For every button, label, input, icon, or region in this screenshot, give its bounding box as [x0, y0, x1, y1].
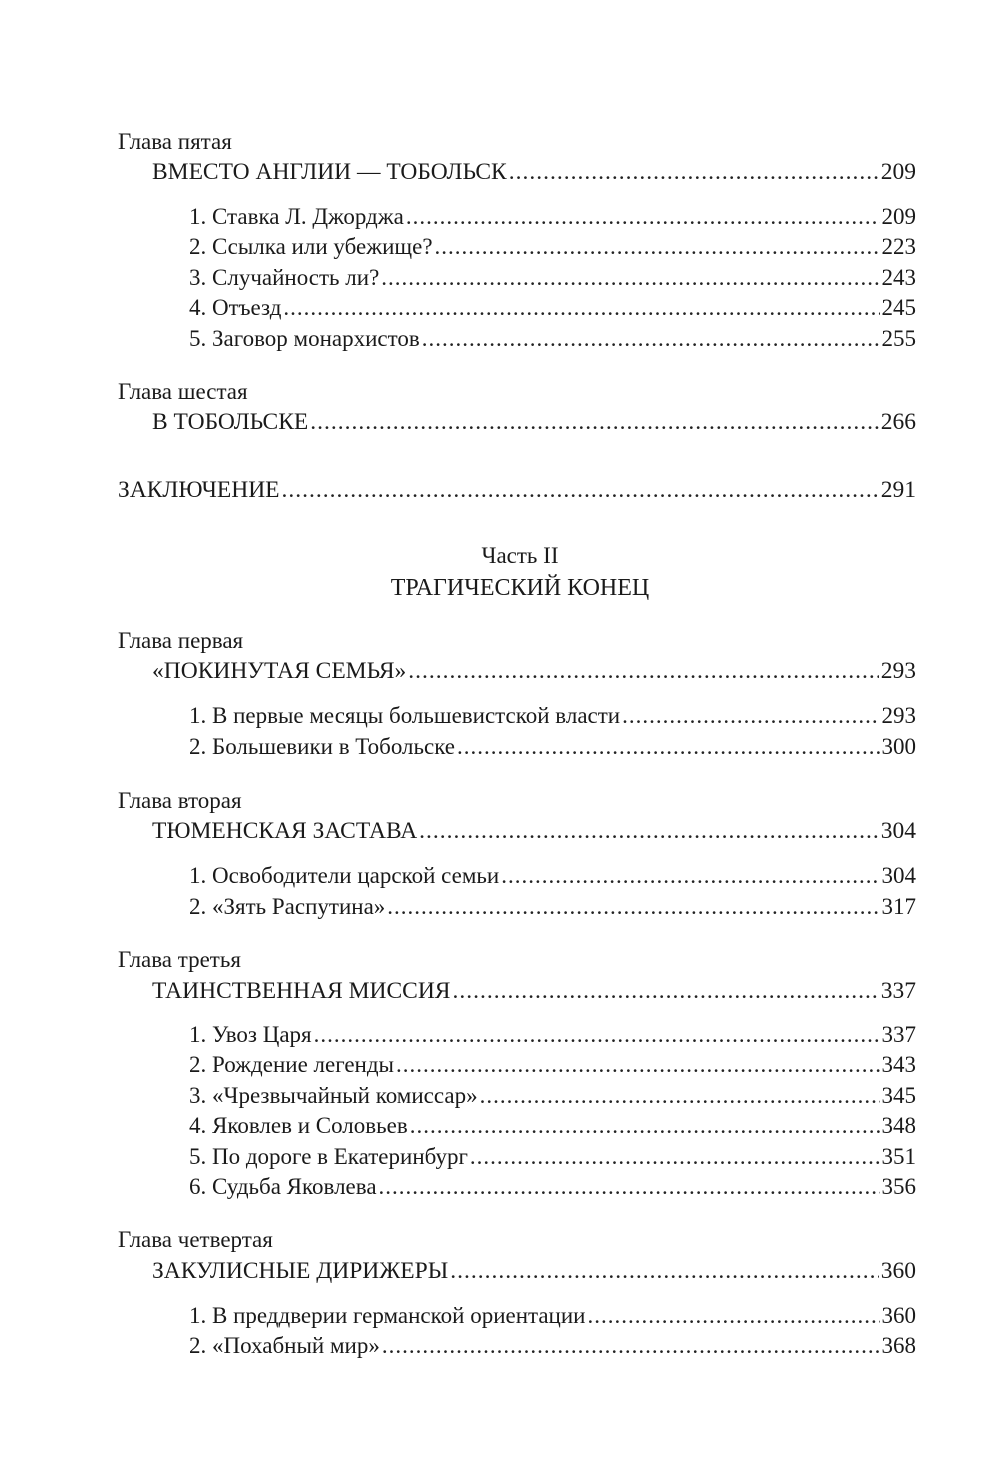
toc-entry-title: ТЮМЕНСКАЯ ЗАСТАВА: [152, 818, 418, 844]
toc-page-number: 304: [881, 863, 916, 888]
part-title: ТРАГИЧЕСКИЙ КОНЕЦ: [390, 575, 650, 601]
leader-dots: [408, 657, 879, 685]
toc-page-number: 255: [881, 326, 916, 351]
toc-page-number: 317: [881, 894, 916, 919]
chapter-label: Глава первая: [118, 628, 244, 653]
leader-dots: [379, 1173, 880, 1201]
leader-dots: [387, 893, 879, 921]
leader-dots: [406, 203, 880, 231]
toc-entry-title: 1. Ставка Л. Джорджа: [189, 204, 404, 229]
toc-page-number: 337: [880, 978, 916, 1004]
toc-entry-title: 2. Ссылка или убежище?: [189, 234, 433, 259]
toc-entry-title: 4. Яковлев и Соловьев: [189, 1113, 408, 1138]
toc-section-entry[interactable]: [189, 1173, 916, 1201]
toc-entry-title: 4. Отъезд: [189, 295, 282, 320]
leader-dots: [435, 233, 880, 261]
toc-entry-title: 5. Заговор монархистов: [189, 326, 420, 351]
toc-page-number: 345: [881, 1083, 916, 1108]
chapter-label: Глава шестая: [118, 379, 248, 404]
leader-dots: [396, 1051, 879, 1079]
leader-dots: [470, 1143, 880, 1171]
toc-entry-title: 3. «Чрезвычайный комиссар»: [189, 1083, 478, 1108]
toc-section-entry[interactable]: [189, 1082, 916, 1110]
leader-dots: [480, 1082, 880, 1110]
toc-entry-title: ВМЕСТО АНГЛИИ — ТОБОЛЬСК: [152, 159, 507, 185]
toc-page-number: 209: [881, 204, 916, 229]
toc-chapter-title[interactable]: [152, 817, 916, 845]
toc-section-entry[interactable]: [189, 203, 916, 231]
toc-chapter-title[interactable]: [152, 657, 916, 685]
toc-chapter-title[interactable]: [152, 1257, 916, 1285]
toc-page-number: 223: [881, 234, 916, 259]
toc-page-number: 351: [881, 1144, 916, 1169]
toc-section-entry[interactable]: [189, 893, 916, 921]
chapter-label: Глава третья: [118, 947, 241, 972]
leader-dots: [422, 325, 880, 353]
toc-entry-title: ТАИНСТВЕННАЯ МИССИЯ: [152, 978, 451, 1004]
toc-page-number: 356: [881, 1174, 916, 1199]
chapter-label: Глава четвертая: [118, 1227, 273, 1252]
toc-page-number: 343: [881, 1052, 916, 1077]
toc-section-entry[interactable]: [189, 733, 916, 761]
toc-entry-title: ЗАКУЛИСНЫЕ ДИРИЖЕРЫ: [152, 1258, 449, 1284]
leader-dots: [410, 1112, 880, 1140]
toc-page-number: 291: [880, 477, 916, 503]
toc-page-number: 360: [881, 1303, 916, 1328]
toc-section-entry[interactable]: [189, 862, 916, 890]
toc-page-number: 304: [880, 818, 916, 844]
toc-entry-title: ЗАКЛЮЧЕНИЕ: [118, 477, 280, 503]
toc-page-number: 368: [881, 1333, 916, 1358]
part-label: Часть II: [481, 543, 559, 568]
leader-dots: [381, 264, 879, 292]
toc-entry-title: В ТОБОЛЬСКЕ: [152, 409, 309, 435]
toc-entry-title: 5. По дороге в Екатеринбург: [189, 1144, 468, 1169]
toc-section-entry[interactable]: [189, 1112, 916, 1140]
leader-dots: [450, 1257, 879, 1285]
toc-section-entry[interactable]: [189, 1143, 916, 1171]
toc-page-number: 266: [880, 409, 916, 435]
chapter-label: Глава вторая: [118, 788, 242, 813]
toc-entry-title: 1. В первые месяцы большевистской власти: [189, 703, 621, 728]
toc-page-number: 245: [881, 295, 916, 320]
toc-entry-title: 2. Рождение легенды: [189, 1052, 395, 1077]
leader-dots: [452, 977, 878, 1005]
leader-dots: [419, 817, 879, 845]
chapter-label: Глава пятая: [118, 129, 232, 154]
toc-chapter-title[interactable]: [152, 408, 916, 436]
toc-entry-title: 2. «Зять Распутина»: [189, 894, 386, 919]
toc-section-entry[interactable]: [189, 1332, 916, 1360]
toc-entry-title: 3. Случайность ли?: [189, 265, 380, 290]
toc-entry-title: 1. В преддверии германской ориентации: [189, 1303, 586, 1328]
toc-entry-title: 2. «Похабный мир»: [189, 1333, 380, 1358]
toc-entry-title: 2. Большевики в Тобольске: [189, 734, 456, 759]
toc-page-number: 360: [880, 1258, 916, 1284]
toc-page-number: 348: [881, 1113, 916, 1138]
toc-page-number: 300: [881, 734, 916, 759]
toc-section-entry[interactable]: [189, 264, 916, 292]
toc-entry-title: 6. Судьба Яковлева: [189, 1174, 377, 1199]
toc-page-number: 209: [880, 159, 916, 185]
leader-dots: [457, 733, 879, 761]
toc-section-entry[interactable]: [189, 702, 916, 730]
leader-dots: [587, 1302, 879, 1330]
toc-chapter-title[interactable]: [152, 158, 916, 186]
leader-dots: [622, 702, 879, 730]
toc-entry-title: 1. Увоз Царя: [189, 1022, 312, 1047]
toc-section-entry[interactable]: [189, 233, 916, 261]
toc-entry-title: 1. Освободители царской семьи: [189, 863, 500, 888]
toc-page-number: 293: [881, 703, 916, 728]
leader-dots: [282, 476, 879, 504]
leader-dots: [509, 158, 879, 186]
leader-dots: [283, 294, 879, 322]
leader-dots: [382, 1332, 880, 1360]
toc-entry-title: «ПОКИНУТАЯ СЕМЬЯ»: [152, 658, 407, 684]
leader-dots: [501, 862, 879, 890]
toc-page-number: 293: [880, 658, 916, 684]
leader-dots: [314, 1021, 880, 1049]
toc-chapter-title[interactable]: [152, 977, 916, 1005]
toc-section-entry[interactable]: [189, 1051, 916, 1079]
toc-page-number: 243: [881, 265, 916, 290]
toc-section-entry[interactable]: [189, 1302, 916, 1330]
leader-dots: [310, 408, 879, 436]
toc-page-number: 337: [881, 1022, 916, 1047]
toc-section-entry[interactable]: [189, 325, 916, 353]
toc-section-entry[interactable]: [189, 1021, 916, 1049]
toc-conclusion[interactable]: [118, 476, 916, 504]
toc-section-entry[interactable]: [189, 294, 916, 322]
